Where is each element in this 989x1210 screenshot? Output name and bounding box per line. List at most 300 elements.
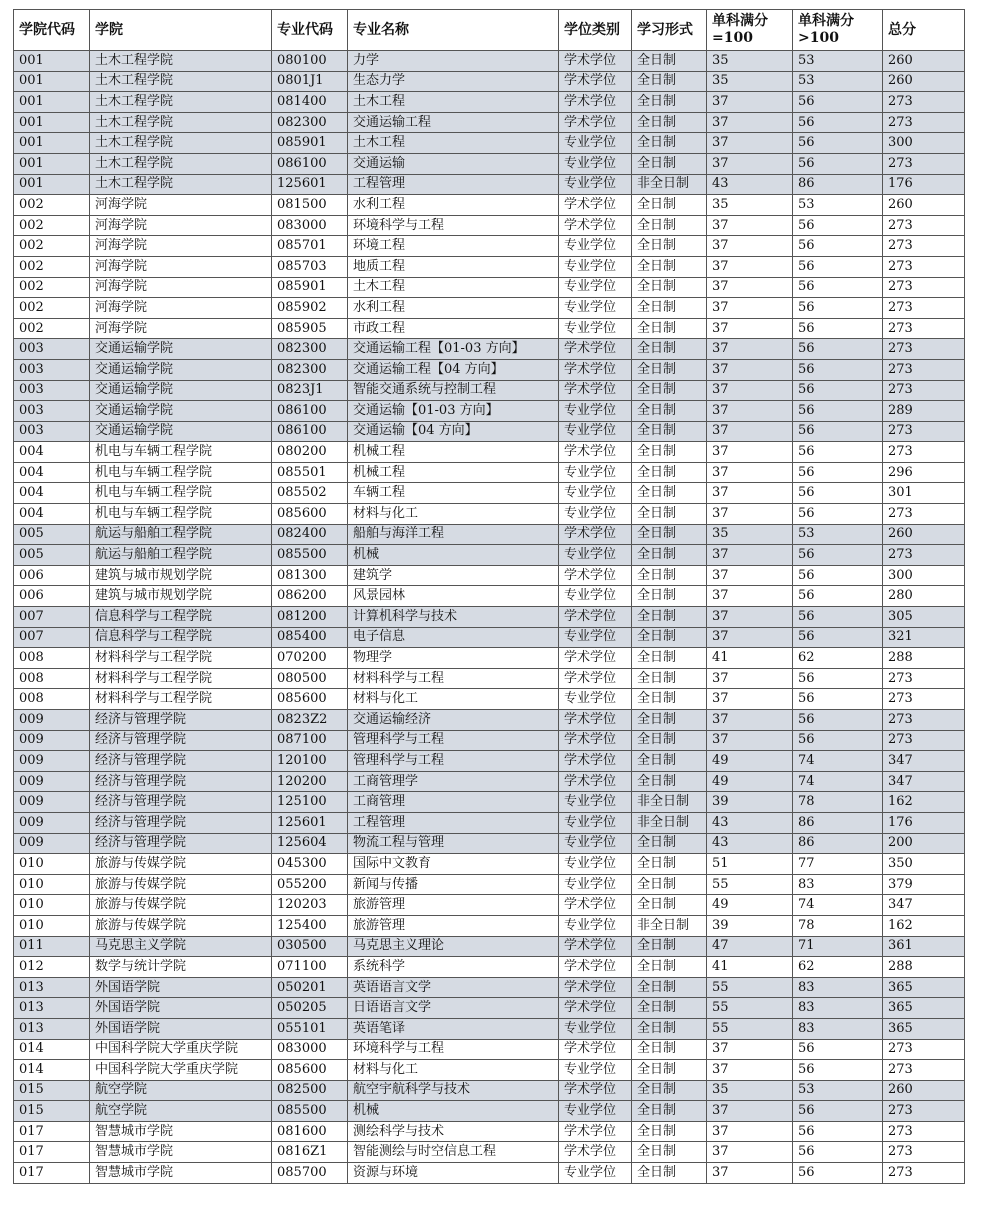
cell-total-score: 273	[883, 421, 965, 442]
cell-total-score: 305	[883, 607, 965, 628]
cell-single-max-over-100: 56	[793, 1101, 883, 1122]
cell-major-code: 080500	[272, 668, 348, 689]
table-row	[14, 915, 965, 936]
cell-degree-type: 学术学位	[559, 380, 632, 401]
cell-major-code: 085901	[272, 133, 348, 154]
cell-single-max-100: 37	[707, 153, 793, 174]
cell-major-name: 船舶与海洋工程	[348, 524, 559, 545]
cell-major-code: 085500	[272, 1101, 348, 1122]
cell-total-score: 288	[883, 648, 965, 669]
cell-college: 经济与管理学院	[90, 833, 272, 854]
cell-single-max-100: 43	[707, 833, 793, 854]
cell-college: 土木工程学院	[90, 92, 272, 113]
cell-study-mode: 全日制	[632, 71, 707, 92]
cell-total-score: 296	[883, 462, 965, 483]
cell-college-code: 009	[14, 771, 90, 792]
table-row	[14, 1142, 965, 1163]
cell-college: 外国语学院	[90, 977, 272, 998]
cell-major-code: 086200	[272, 586, 348, 607]
table-row	[14, 277, 965, 298]
cell-study-mode: 全日制	[632, 277, 707, 298]
cell-total-score: 273	[883, 710, 965, 731]
cell-single-max-over-100: 53	[793, 1080, 883, 1101]
cell-major-code: 085501	[272, 462, 348, 483]
cell-major-name: 智能交通系统与控制工程	[348, 380, 559, 401]
cell-single-max-100: 47	[707, 936, 793, 957]
cell-single-max-100: 37	[707, 1163, 793, 1184]
cell-college: 外国语学院	[90, 1018, 272, 1039]
header-college: 学院	[90, 10, 272, 51]
header-study-mode: 学习形式	[632, 10, 707, 51]
cell-degree-type: 专业学位	[559, 401, 632, 422]
cell-single-max-over-100: 56	[793, 133, 883, 154]
cell-study-mode: 全日制	[632, 359, 707, 380]
cell-total-score: 365	[883, 977, 965, 998]
cell-study-mode: 全日制	[632, 1039, 707, 1060]
cell-degree-type: 学术学位	[559, 648, 632, 669]
cell-major-code: 082500	[272, 1080, 348, 1101]
table-row	[14, 380, 965, 401]
cell-study-mode: 全日制	[632, 318, 707, 339]
cell-college: 河海学院	[90, 215, 272, 236]
cell-total-score: 273	[883, 318, 965, 339]
table-row	[14, 462, 965, 483]
table-row	[14, 51, 965, 72]
cell-study-mode: 全日制	[632, 833, 707, 854]
cell-study-mode: 全日制	[632, 51, 707, 72]
cell-single-max-100: 49	[707, 751, 793, 772]
cell-degree-type: 学术学位	[559, 92, 632, 113]
header-total-score: 总分	[883, 10, 965, 51]
cell-single-max-100: 51	[707, 854, 793, 875]
table-row	[14, 1121, 965, 1142]
cell-single-max-over-100: 56	[793, 545, 883, 566]
cell-total-score: 273	[883, 1121, 965, 1142]
cell-college: 机电与车辆工程学院	[90, 504, 272, 525]
cell-college: 交通运输学院	[90, 380, 272, 401]
cell-college: 土木工程学院	[90, 133, 272, 154]
cell-college-code: 013	[14, 998, 90, 1019]
cell-study-mode: 全日制	[632, 380, 707, 401]
cell-degree-type: 学术学位	[559, 710, 632, 731]
cell-college: 经济与管理学院	[90, 792, 272, 813]
cell-college-code: 003	[14, 359, 90, 380]
cell-major-name: 土木工程	[348, 92, 559, 113]
cell-single-max-100: 35	[707, 524, 793, 545]
table-row	[14, 1018, 965, 1039]
cell-study-mode: 全日制	[632, 998, 707, 1019]
cell-degree-type: 专业学位	[559, 153, 632, 174]
cell-college-code: 001	[14, 153, 90, 174]
cell-major-name: 物流工程与管理	[348, 833, 559, 854]
cell-single-max-over-100: 56	[793, 421, 883, 442]
table-row	[14, 936, 965, 957]
cell-college: 航空学院	[90, 1080, 272, 1101]
cell-degree-type: 专业学位	[559, 256, 632, 277]
cell-single-max-over-100: 56	[793, 112, 883, 133]
cell-single-max-over-100: 56	[793, 1142, 883, 1163]
cell-single-max-over-100: 74	[793, 751, 883, 772]
cell-major-code: 055101	[272, 1018, 348, 1039]
cell-study-mode: 全日制	[632, 298, 707, 319]
cell-major-name: 土木工程	[348, 277, 559, 298]
cell-degree-type: 学术学位	[559, 442, 632, 463]
cell-single-max-100: 37	[707, 112, 793, 133]
cell-single-max-100: 43	[707, 812, 793, 833]
cell-single-max-over-100: 53	[793, 71, 883, 92]
cell-single-max-100: 37	[707, 256, 793, 277]
cell-total-score: 260	[883, 51, 965, 72]
cell-single-max-100: 37	[707, 607, 793, 628]
table-row	[14, 710, 965, 731]
table-row	[14, 92, 965, 113]
cell-major-name: 环境工程	[348, 236, 559, 257]
cell-study-mode: 全日制	[632, 668, 707, 689]
cell-single-max-100: 37	[707, 318, 793, 339]
cell-single-max-100: 37	[707, 627, 793, 648]
cell-single-max-100: 37	[707, 421, 793, 442]
cell-single-max-100: 37	[707, 504, 793, 525]
cell-college: 交通运输学院	[90, 339, 272, 360]
cell-study-mode: 全日制	[632, 1080, 707, 1101]
cell-degree-type: 专业学位	[559, 298, 632, 319]
cell-college: 河海学院	[90, 236, 272, 257]
cell-college: 旅游与传媒学院	[90, 854, 272, 875]
cell-major-name: 管理科学与工程	[348, 730, 559, 751]
cell-major-code: 045300	[272, 854, 348, 875]
cell-study-mode: 全日制	[632, 854, 707, 875]
cell-single-max-100: 55	[707, 1018, 793, 1039]
cell-total-score: 321	[883, 627, 965, 648]
cell-college: 材料科学与工程学院	[90, 648, 272, 669]
cell-single-max-100: 37	[707, 380, 793, 401]
cell-single-max-over-100: 62	[793, 957, 883, 978]
table-row	[14, 730, 965, 751]
cell-college-code: 008	[14, 648, 90, 669]
cell-major-name: 市政工程	[348, 318, 559, 339]
cell-total-score: 379	[883, 874, 965, 895]
cell-study-mode: 全日制	[632, 1121, 707, 1142]
cell-major-name: 水利工程	[348, 195, 559, 216]
table-row	[14, 751, 965, 772]
cell-study-mode: 全日制	[632, 462, 707, 483]
cell-degree-type: 学术学位	[559, 71, 632, 92]
cell-study-mode: 全日制	[632, 936, 707, 957]
table-row	[14, 545, 965, 566]
cell-college: 材料科学与工程学院	[90, 668, 272, 689]
cell-college-code: 010	[14, 915, 90, 936]
cell-single-max-100: 39	[707, 792, 793, 813]
cell-single-max-over-100: 56	[793, 689, 883, 710]
cell-college-code: 001	[14, 112, 90, 133]
cell-degree-type: 学术学位	[559, 977, 632, 998]
table-row	[14, 483, 965, 504]
cell-college-code: 009	[14, 710, 90, 731]
cell-major-code: 086100	[272, 421, 348, 442]
cell-single-max-over-100: 56	[793, 277, 883, 298]
cell-major-code: 085500	[272, 545, 348, 566]
cell-college: 经济与管理学院	[90, 710, 272, 731]
table-row	[14, 854, 965, 875]
cell-study-mode: 全日制	[632, 586, 707, 607]
cell-major-code: 125601	[272, 174, 348, 195]
cell-college-code: 013	[14, 1018, 90, 1039]
cell-college-code: 004	[14, 504, 90, 525]
cell-single-max-over-100: 56	[793, 668, 883, 689]
cell-major-code: 081600	[272, 1121, 348, 1142]
cell-college: 数学与统计学院	[90, 957, 272, 978]
cell-total-score: 162	[883, 792, 965, 813]
cell-college-code: 007	[14, 627, 90, 648]
cell-degree-type: 学术学位	[559, 751, 632, 772]
cell-degree-type: 专业学位	[559, 236, 632, 257]
cell-college: 航运与船舶工程学院	[90, 545, 272, 566]
cell-degree-type: 专业学位	[559, 627, 632, 648]
cell-college: 信息科学与工程学院	[90, 627, 272, 648]
cell-single-max-over-100: 83	[793, 998, 883, 1019]
cell-college: 机电与车辆工程学院	[90, 462, 272, 483]
table-row	[14, 1080, 965, 1101]
cell-single-max-100: 37	[707, 730, 793, 751]
table-row	[14, 524, 965, 545]
cell-major-code: 085600	[272, 689, 348, 710]
cell-major-code: 081300	[272, 565, 348, 586]
cell-major-code: 070200	[272, 648, 348, 669]
cell-major-name: 工商管理学	[348, 771, 559, 792]
cell-total-score: 280	[883, 586, 965, 607]
cell-total-score: 365	[883, 998, 965, 1019]
cell-study-mode: 全日制	[632, 1060, 707, 1081]
cell-major-name: 材料与化工	[348, 1060, 559, 1081]
table-row	[14, 833, 965, 854]
header-single-max-100: 单科满分=100	[707, 10, 793, 51]
cell-degree-type: 专业学位	[559, 1018, 632, 1039]
cell-total-score: 260	[883, 195, 965, 216]
cell-college: 中国科学院大学重庆学院	[90, 1060, 272, 1081]
cell-college: 交通运输学院	[90, 359, 272, 380]
cell-major-name: 交通运输工程【04 方向】	[348, 359, 559, 380]
cell-college: 机电与车辆工程学院	[90, 483, 272, 504]
cell-degree-type: 学术学位	[559, 957, 632, 978]
cell-college-code: 009	[14, 751, 90, 772]
table-row	[14, 236, 965, 257]
cell-major-code: 120203	[272, 895, 348, 916]
cell-single-max-100: 43	[707, 174, 793, 195]
cell-single-max-over-100: 56	[793, 153, 883, 174]
cell-college-code: 012	[14, 957, 90, 978]
cell-single-max-over-100: 56	[793, 298, 883, 319]
table-row	[14, 586, 965, 607]
cell-major-name: 环境科学与工程	[348, 1039, 559, 1060]
cell-total-score: 273	[883, 442, 965, 463]
cell-college: 智慧城市学院	[90, 1142, 272, 1163]
table-row	[14, 1101, 965, 1122]
cell-college: 交通运输学院	[90, 421, 272, 442]
cell-major-name: 交通运输【04 方向】	[348, 421, 559, 442]
cell-single-max-over-100: 62	[793, 648, 883, 669]
cell-total-score: 273	[883, 359, 965, 380]
table-row	[14, 133, 965, 154]
table-row	[14, 895, 965, 916]
table-row	[14, 771, 965, 792]
cell-college-code: 009	[14, 833, 90, 854]
cell-study-mode: 全日制	[632, 710, 707, 731]
cell-total-score: 162	[883, 915, 965, 936]
cell-college-code: 014	[14, 1060, 90, 1081]
cell-college-code: 002	[14, 195, 90, 216]
cell-single-max-over-100: 56	[793, 442, 883, 463]
cell-major-name: 交通运输工程【01-03 方向】	[348, 339, 559, 360]
cell-total-score: 273	[883, 1039, 965, 1060]
cell-single-max-100: 55	[707, 874, 793, 895]
cell-major-name: 地质工程	[348, 256, 559, 277]
cell-single-max-over-100: 56	[793, 565, 883, 586]
table-row	[14, 812, 965, 833]
cell-study-mode: 全日制	[632, 1163, 707, 1184]
cell-degree-type: 专业学位	[559, 792, 632, 813]
cell-degree-type: 专业学位	[559, 277, 632, 298]
cell-single-max-100: 37	[707, 92, 793, 113]
cell-major-code: 0816Z1	[272, 1142, 348, 1163]
cell-major-code: 081400	[272, 92, 348, 113]
cell-major-name: 交通运输经济	[348, 710, 559, 731]
cell-major-code: 086100	[272, 153, 348, 174]
cell-study-mode: 非全日制	[632, 915, 707, 936]
cell-single-max-over-100: 86	[793, 833, 883, 854]
cell-total-score: 289	[883, 401, 965, 422]
cell-college: 河海学院	[90, 277, 272, 298]
cell-single-max-100: 37	[707, 359, 793, 380]
cell-single-max-100: 37	[707, 668, 793, 689]
cell-college: 材料科学与工程学院	[90, 689, 272, 710]
cell-single-max-100: 37	[707, 689, 793, 710]
cell-college-code: 014	[14, 1039, 90, 1060]
cell-single-max-100: 41	[707, 957, 793, 978]
cell-single-max-100: 41	[707, 648, 793, 669]
cell-single-max-over-100: 86	[793, 174, 883, 195]
cell-college: 外国语学院	[90, 998, 272, 1019]
table-row	[14, 627, 965, 648]
cell-total-score: 260	[883, 1080, 965, 1101]
cell-degree-type: 专业学位	[559, 1163, 632, 1184]
cell-college-code: 007	[14, 607, 90, 628]
cell-single-max-100: 35	[707, 51, 793, 72]
cell-major-code: 120100	[272, 751, 348, 772]
table-row	[14, 359, 965, 380]
table-row	[14, 71, 965, 92]
cell-total-score: 273	[883, 1142, 965, 1163]
cell-major-code: 081200	[272, 607, 348, 628]
cell-single-max-100: 37	[707, 442, 793, 463]
cell-study-mode: 全日制	[632, 771, 707, 792]
cell-single-max-over-100: 56	[793, 318, 883, 339]
table-row	[14, 648, 965, 669]
cell-total-score: 288	[883, 957, 965, 978]
cell-major-code: 125604	[272, 833, 348, 854]
cell-college: 经济与管理学院	[90, 771, 272, 792]
cell-major-name: 计算机科学与技术	[348, 607, 559, 628]
cell-college-code: 017	[14, 1142, 90, 1163]
cell-major-name: 工商管理	[348, 792, 559, 813]
cell-college-code: 002	[14, 236, 90, 257]
cell-college: 土木工程学院	[90, 112, 272, 133]
cell-total-score: 273	[883, 689, 965, 710]
cell-college-code: 005	[14, 545, 90, 566]
cell-college: 航空学院	[90, 1101, 272, 1122]
cell-study-mode: 全日制	[632, 957, 707, 978]
cell-college-code: 001	[14, 133, 90, 154]
cell-single-max-100: 49	[707, 895, 793, 916]
header-major-name: 专业名称	[348, 10, 559, 51]
cell-total-score: 273	[883, 215, 965, 236]
table-row	[14, 339, 965, 360]
cell-total-score: 347	[883, 771, 965, 792]
cell-college-code: 010	[14, 874, 90, 895]
cell-major-code: 082300	[272, 339, 348, 360]
cell-college: 机电与车辆工程学院	[90, 442, 272, 463]
cell-study-mode: 全日制	[632, 504, 707, 525]
cell-major-name: 管理科学与工程	[348, 751, 559, 772]
cell-study-mode: 全日制	[632, 236, 707, 257]
cell-degree-type: 专业学位	[559, 812, 632, 833]
header-college-code: 学院代码	[14, 10, 90, 51]
table-row	[14, 195, 965, 216]
cell-major-name: 测绘科学与技术	[348, 1121, 559, 1142]
cell-degree-type: 专业学位	[559, 833, 632, 854]
cell-single-max-100: 37	[707, 1039, 793, 1060]
cell-degree-type: 学术学位	[559, 524, 632, 545]
cell-single-max-over-100: 74	[793, 771, 883, 792]
cell-single-max-over-100: 56	[793, 1121, 883, 1142]
cell-college: 土木工程学院	[90, 51, 272, 72]
cell-college: 航运与船舶工程学院	[90, 524, 272, 545]
header-row	[14, 10, 965, 51]
cell-major-code: 082400	[272, 524, 348, 545]
table-row	[14, 874, 965, 895]
cell-single-max-100: 37	[707, 483, 793, 504]
cell-major-code: 085902	[272, 298, 348, 319]
cell-degree-type: 学术学位	[559, 1080, 632, 1101]
cell-major-name: 旅游管理	[348, 895, 559, 916]
cell-study-mode: 全日制	[632, 1018, 707, 1039]
cell-study-mode: 全日制	[632, 401, 707, 422]
table-row	[14, 256, 965, 277]
cell-college-code: 015	[14, 1080, 90, 1101]
cell-college-code: 008	[14, 668, 90, 689]
cell-single-max-100: 55	[707, 977, 793, 998]
cell-degree-type: 学术学位	[559, 359, 632, 380]
cell-college-code: 002	[14, 215, 90, 236]
cell-study-mode: 全日制	[632, 215, 707, 236]
cell-total-score: 273	[883, 112, 965, 133]
table-row	[14, 668, 965, 689]
cell-study-mode: 全日制	[632, 977, 707, 998]
cell-college-code: 002	[14, 256, 90, 277]
cell-degree-type: 专业学位	[559, 174, 632, 195]
cell-major-name: 物理学	[348, 648, 559, 669]
cell-college-code: 010	[14, 854, 90, 875]
cell-degree-type: 学术学位	[559, 998, 632, 1019]
cell-degree-type: 专业学位	[559, 483, 632, 504]
table-row	[14, 401, 965, 422]
cell-single-max-100: 37	[707, 298, 793, 319]
cell-degree-type: 学术学位	[559, 1039, 632, 1060]
cell-major-name: 资源与环境	[348, 1163, 559, 1184]
table-row	[14, 174, 965, 195]
cell-college-code: 004	[14, 442, 90, 463]
cell-major-name: 水利工程	[348, 298, 559, 319]
table-row	[14, 565, 965, 586]
